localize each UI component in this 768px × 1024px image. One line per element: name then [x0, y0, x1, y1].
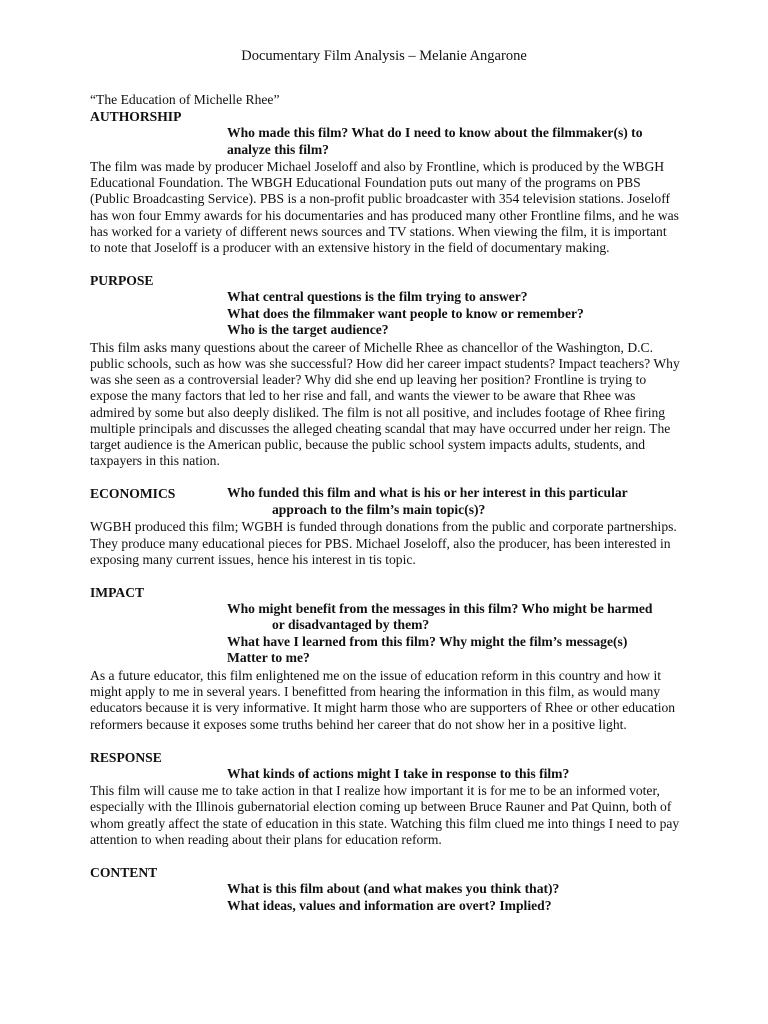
- purpose-question-3: Who is the target audience?: [227, 322, 389, 338]
- section-content: [90, 864, 680, 914]
- impact-question-2-line2: Matter to me?: [227, 650, 310, 666]
- economics-header-row: [90, 485, 680, 518]
- response-question: [90, 766, 680, 783]
- content-question-1: What is this film about (and what makes you think that)?: [227, 881, 560, 897]
- response-answer: This film will cause me to take action in that I realize how important it is for me to be an informed voter, especially with the Illinois gubernatorial election coming up between Bruce Rauner and Pat Quinn, both of whom greatly affect the state of education in this state. Watching this film clued me into things I need to pay attention to when reading about their plans for education reform.: [90, 783, 680, 847]
- authorship-answer: The film was made by producer Michael Joseloff and also by Frontline, which is produced by the WBGH Educational Foundation. The WBGH Educational Foundation puts out many of the programs on PBS (Public Broadcasting Service). PBS is a non-profit public broadcaster with 354 television stations. Joseloff has won four Emmy awards for his documentaries and has produced many other Frontline films, and he was has worked for a variety of different news sources and TV stations. When viewing the film, it is important to note that Joseloff is a producer with an extensive history in the field of documentary making.: [90, 159, 679, 256]
- authorship-question-line2: analyze this film?: [227, 141, 329, 157]
- economics-question: [227, 485, 628, 518]
- response-question-1: What kinds of actions might I take in response to this film?: [227, 765, 570, 781]
- section-impact: [90, 584, 680, 733]
- authorship-question-line1: Who made this film? What do I need to know about the filmmaker(s) to: [227, 125, 643, 140]
- content-question-2: What ideas, values and information are overt? Implied?: [227, 897, 552, 913]
- authorship-question: [90, 125, 680, 158]
- section-heading-purpose: PURPOSE: [90, 273, 154, 289]
- economics-answer: WGBH produced this film; WGBH is funded through donations from the public and corporate partnerships. They produce many educational pieces for PBS. Michael Joseloff, also the producer, has been interested in exposing many current issues, hence his interest in tis topic.: [90, 519, 677, 567]
- document-body: [90, 91, 680, 914]
- section-heading-content: CONTENT: [90, 865, 158, 881]
- section-heading-authorship: AUTHORSHIP: [90, 109, 182, 124]
- section-purpose: [90, 272, 680, 469]
- purpose-question-1: What central questions is the film trying to answer?: [227, 289, 528, 305]
- section-heading-impact: IMPACT: [90, 584, 145, 600]
- section-heading-economics: ECONOMICS: [90, 486, 176, 502]
- impact-questions: [90, 601, 680, 667]
- purpose-answer: This film asks many questions about the career of Michelle Rhee as chancellor of the Washington, D.C. public schools, such as how was she successful? How did her career impact students? Impact teachers? Why was she seen as a controversial leader? Why did she end up leaving her position? Frontline is trying to expose the many factors that led to her rise and fall, and wants the viewer to be aware that Rhee was admired by some but also deeply disliked. The film is not all positive, and includes footage of Rhee firing multiple principals and discusses the alleged cheating scandal that may have occurred under her reign. The target audience is the American public, because the public school system impacts adults, students, and taxpayers in this nation.: [90, 339, 680, 469]
- section-authorship: [90, 108, 680, 256]
- content-questions: [90, 881, 680, 914]
- impact-question-2-line1: What have I learned from this film? Why might the film’s message(s): [227, 633, 628, 649]
- impact-question-1-line2: or disadvantaged by them?: [272, 617, 430, 633]
- film-title: “The Education of Michelle Rhee”: [90, 92, 280, 107]
- section-economics: [90, 485, 680, 568]
- impact-question-1-line1: Who might benefit from the messages in this film? Who might be harmed: [227, 600, 653, 616]
- economics-question-line2: approach to the film’s main topic(s)?: [272, 501, 486, 517]
- section-heading-response: RESPONSE: [90, 749, 162, 765]
- purpose-questions: [90, 289, 680, 339]
- purpose-question-2: What does the filmmaker want people to know or remember?: [227, 305, 584, 321]
- section-response: [90, 749, 680, 848]
- economics-question-line1: Who funded this film and what is his or her interest in this particular: [227, 485, 628, 501]
- impact-answer: As a future educator, this film enlightened me on the issue of education reform in this country and how it might apply to me in several years. I benefitted from hearing the information in this film, as would many educators because it is very informative. It might harm those who are supporters of Rhee or other education reformers because it exposes some truths behind her career that do not show her in a positive light.: [90, 667, 676, 732]
- page-header: Documentary Film Analysis – Melanie Angarone: [241, 48, 527, 64]
